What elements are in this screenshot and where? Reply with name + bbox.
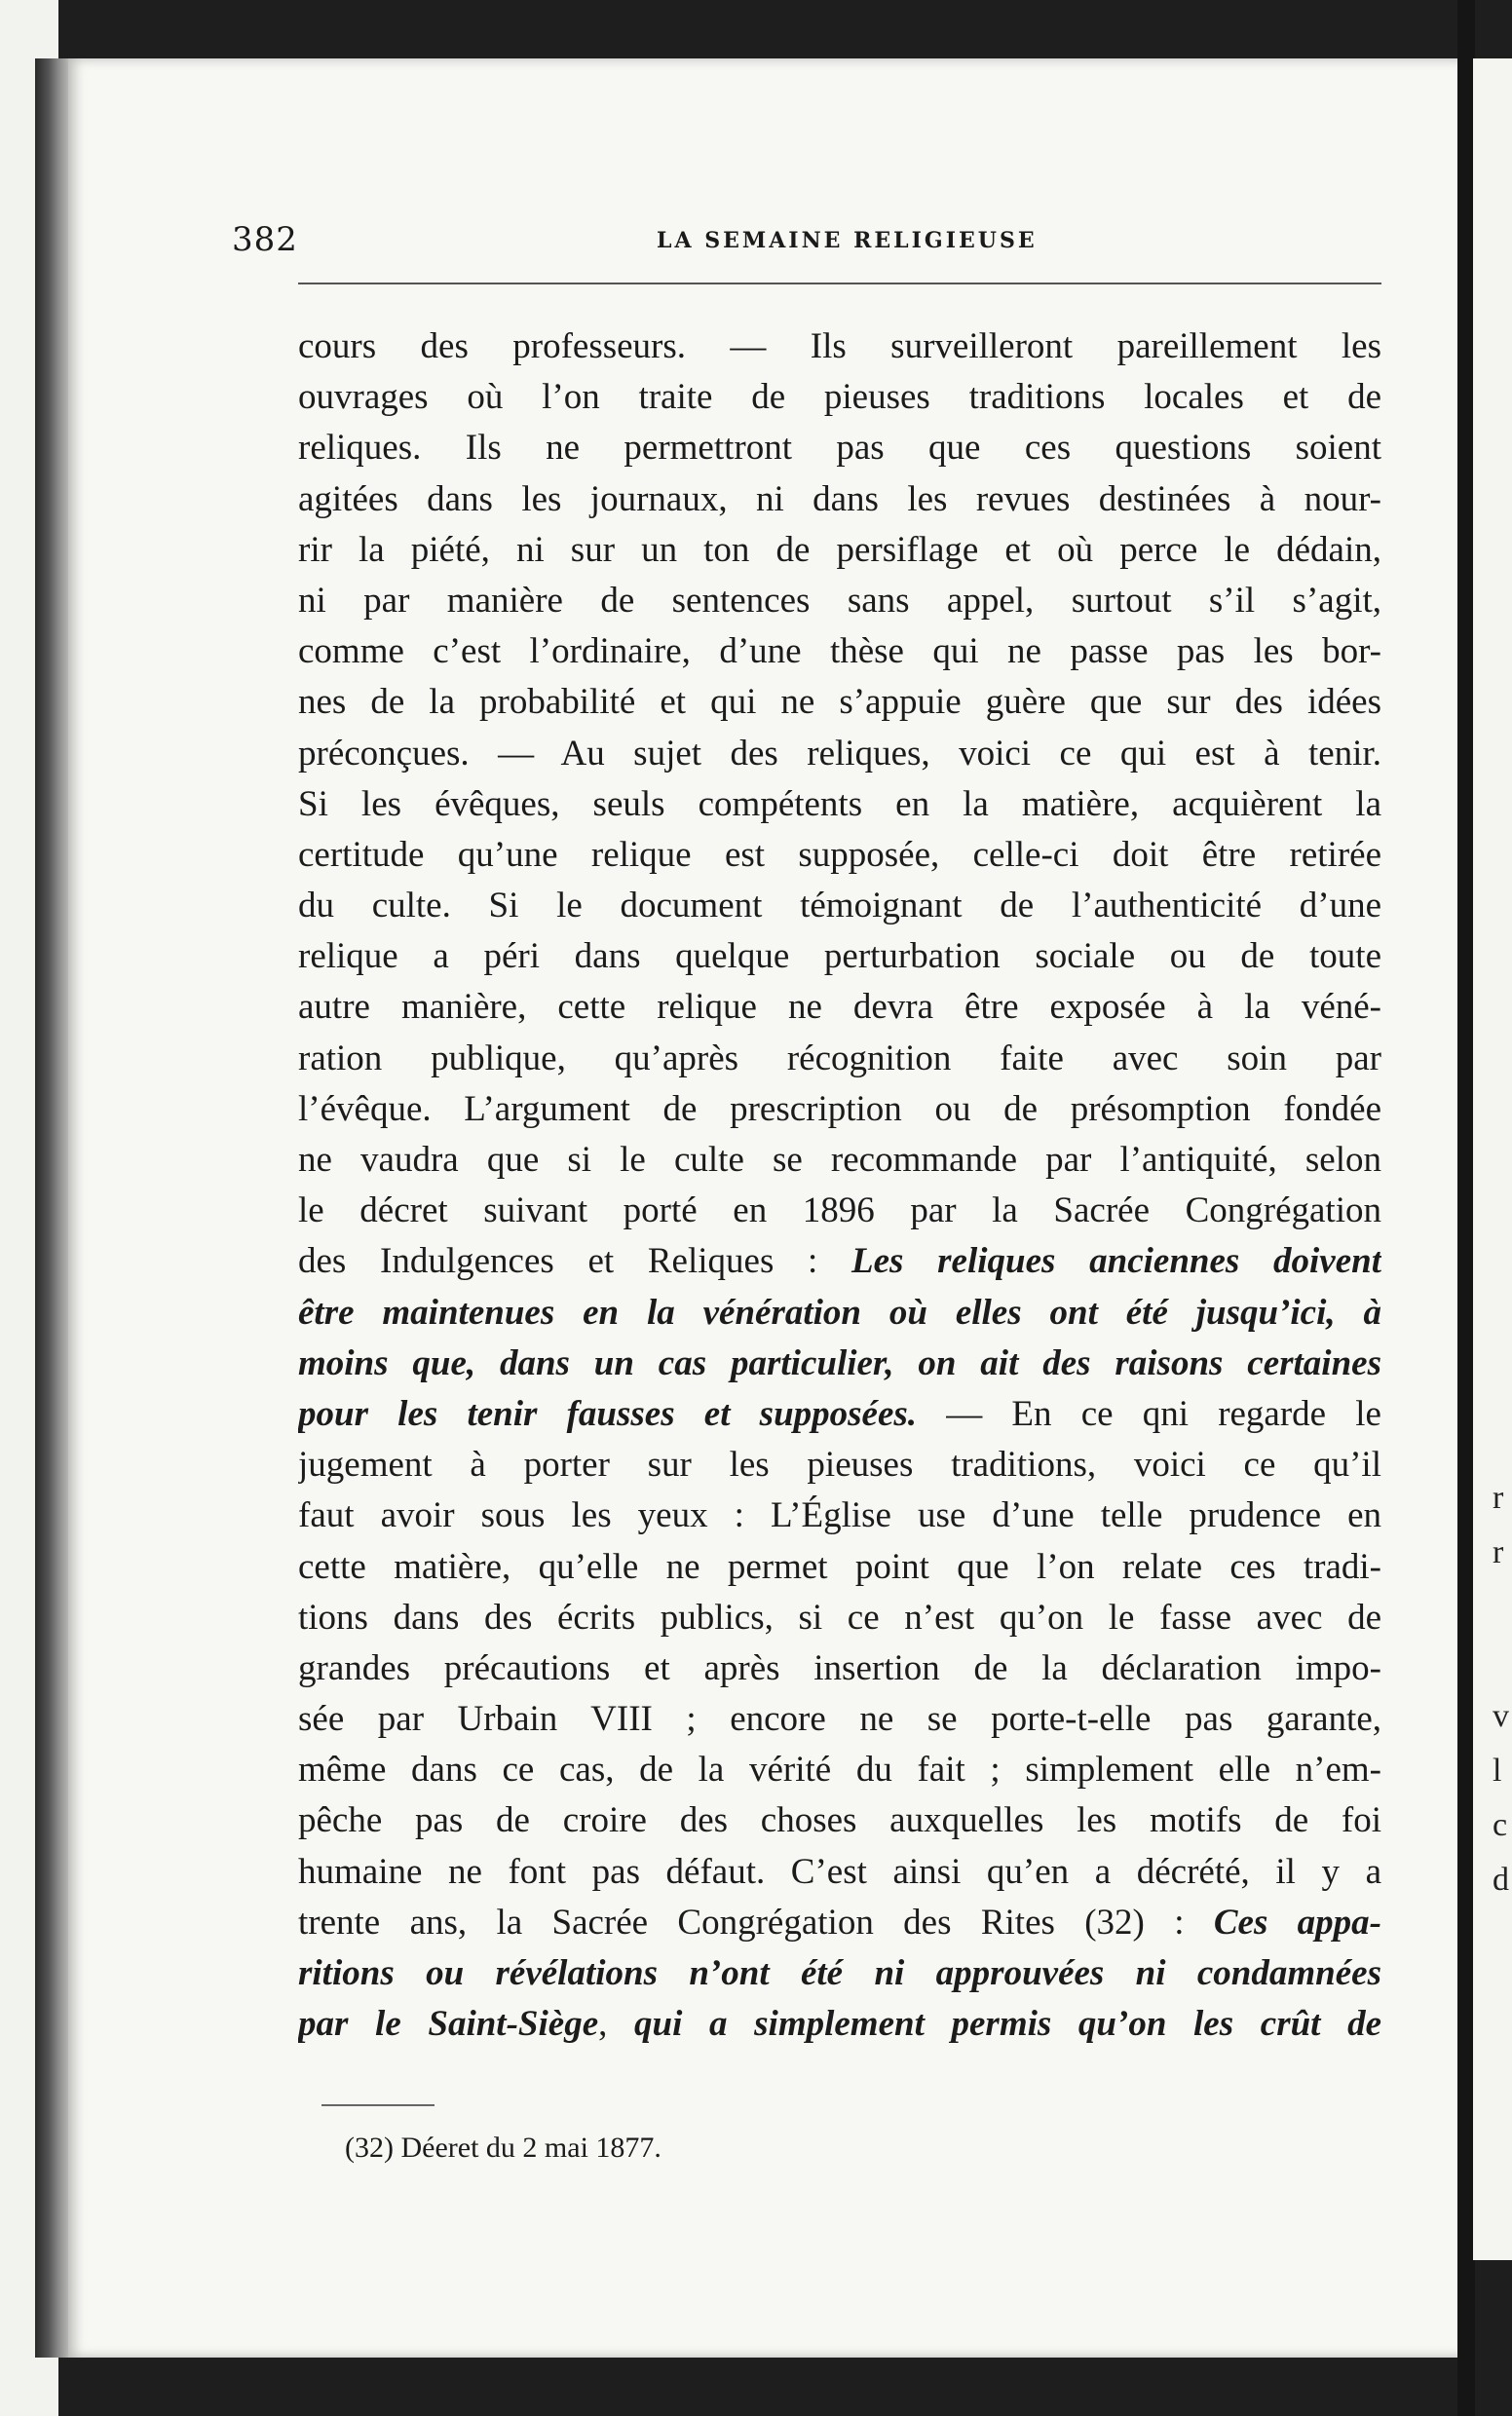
- line-text: faut avoir sous les yeux : L’Église use d’une telle prudence en: [298, 1495, 1381, 1536]
- line-text: jugement à porter sur les pieuses traditions, voici ce qu’il: [298, 1445, 1381, 1486]
- line-text: tions dans des écrits publics, si ce n’est qu’on le fasse avec de: [298, 1597, 1381, 1638]
- page-number: 382: [232, 220, 298, 259]
- footnote-rule: [321, 2104, 435, 2106]
- text-line: [298, 1643, 1381, 1694]
- text-line: [298, 677, 1381, 728]
- text-line: [298, 1288, 1381, 1339]
- italic-text: être maintenues en la vénération où elles ont été jusqu’ici, à: [298, 1292, 1381, 1333]
- page-header: [232, 220, 1381, 269]
- line-text: grandes précautions et après insertion de la déclaration impo-: [298, 1647, 1381, 1688]
- header-rule: [298, 283, 1381, 284]
- text-line: [298, 1186, 1381, 1236]
- line-text: sée par Urbain VIII ; encore ne se porte-t-elle pas garante,: [298, 1699, 1381, 1740]
- text-line: [298, 1084, 1381, 1135]
- line-text: reliques. Ils ne permettront pas que ces questions soient: [298, 428, 1381, 469]
- text-line: [298, 1491, 1381, 1541]
- line-text: — En ce qni regarde le: [917, 1393, 1381, 1434]
- line-text: ouvrages où l’on traite de pieuses traditions locales et de: [298, 377, 1381, 418]
- text-line: [298, 1745, 1381, 1795]
- text-line: [298, 1542, 1381, 1593]
- adjacent-page: [1473, 58, 1512, 2260]
- adjacent-letter: c: [1493, 1807, 1508, 1843]
- line-text: cours des professeurs. — Ils surveilleront pareillement les: [298, 326, 1381, 366]
- text-line: [298, 779, 1381, 830]
- line-text: pêche pas de croire des choses auxquelles les motifs de foi: [298, 1800, 1381, 1841]
- line-text: nes de la probabilité et qui ne s’appuie guère que sur des idées: [298, 682, 1381, 723]
- body-text: [298, 321, 1381, 2050]
- text-line: [298, 1339, 1381, 1389]
- text-line: [298, 423, 1381, 473]
- text-line: [298, 1236, 1381, 1287]
- text-line: [298, 729, 1381, 779]
- adjacent-letter: [1493, 1580, 1512, 1635]
- text-line: [298, 525, 1381, 576]
- text-line: [298, 321, 1381, 372]
- text-line: [298, 982, 1381, 1033]
- line-text: agitées dans les journaux, ni dans les revues destinées à nour-: [298, 478, 1381, 519]
- adjacent-letter: d: [1493, 1862, 1509, 1898]
- text-line: [298, 1389, 1381, 1440]
- running-title: LA SEMAINE RELIGIEUSE: [657, 228, 1038, 253]
- text-line: [298, 1135, 1381, 1186]
- adjacent-page-text: [1493, 1471, 1512, 1907]
- text-line: [298, 1847, 1381, 1898]
- line-text: cette matière, qu’elle ne permet point que l’on relate ces tradi-: [298, 1546, 1381, 1587]
- line-text: autre manière, cette relique ne devra être exposée à la véné-: [298, 987, 1381, 1028]
- line-text: ni par manière de sentences sans appel, surtout s’il s’agit,: [298, 580, 1381, 621]
- line-text: préconçues. — Au sujet des reliques, voici ce qui est à tenir.: [298, 733, 1381, 774]
- line-text: le décret suivant porté en 1896 par la Sacrée Congrégation: [298, 1190, 1381, 1231]
- text-line: [298, 881, 1381, 931]
- text-line: [298, 626, 1381, 677]
- text-line: [298, 372, 1381, 423]
- text-line: [298, 1440, 1381, 1491]
- text-line: [298, 1999, 1381, 2050]
- text-line: [298, 576, 1381, 626]
- adjacent-letter: v: [1493, 1698, 1509, 1734]
- line-text: ne vaudra que si le culte se recommande par l’antiquité, selon: [298, 1140, 1381, 1180]
- text-line: [298, 1593, 1381, 1643]
- line-text: ration publique, qu’après récognition faite avec soin par: [298, 1038, 1381, 1078]
- line-text: comme c’est l’ordinaire, d’une thèse qui ne passe pas les bor-: [298, 631, 1381, 672]
- adjacent-letter: [1493, 1635, 1512, 1689]
- line-text: trente ans, la Sacrée Congrégation des Rites (32) :: [298, 1902, 1214, 1943]
- line-text: ,: [598, 2004, 635, 2045]
- text-line: [298, 474, 1381, 525]
- line-text: même dans ce cas, de la vérité du fait ; simplement elle n’em-: [298, 1750, 1381, 1791]
- italic-text: moins que, dans un cas particulier, on ait des raisons certaines: [298, 1342, 1381, 1383]
- line-text: relique a péri dans quelque perturbation sociale ou de toute: [298, 936, 1381, 977]
- italic-text: Les reliques anciennes doivent: [851, 1241, 1381, 1282]
- line-text: l’évêque. L’argument de prescription ou de présomption fondée: [298, 1088, 1381, 1129]
- italic-text: par le Saint-Siège: [298, 2004, 599, 2045]
- line-text: rir la piété, ni sur un ton de persiflage et où perce le dédain,: [298, 529, 1381, 570]
- italic-text: pour les tenir fausses et supposées.: [298, 1393, 918, 1434]
- adjacent-letter: r: [1493, 1480, 1504, 1516]
- line-text: des Indulgences et Reliques :: [298, 1241, 852, 1282]
- text-line: [298, 830, 1381, 881]
- italic-text: qui a simplement permis qu’on les crût de: [634, 2004, 1381, 2045]
- line-text: Si les évêques, seuls compétents en la matière, acquièrent la: [298, 783, 1381, 824]
- adjacent-letter: l: [1493, 1753, 1502, 1789]
- text-line: [298, 931, 1381, 982]
- text-line: [298, 1898, 1381, 1948]
- text-line: [298, 1034, 1381, 1084]
- line-text: humaine ne font pas défaut. C’est ainsi qu’en a décrété, il y a: [298, 1851, 1381, 1892]
- text-line: [298, 1795, 1381, 1846]
- italic-text: Ces appa-: [1213, 1902, 1381, 1943]
- italic-text: ritions ou révélations n’ont été ni approuvées ni condamnées: [298, 1953, 1381, 1993]
- text-line: [298, 1694, 1381, 1745]
- adjacent-letter: r: [1493, 1534, 1504, 1570]
- text-line: [298, 1948, 1381, 1999]
- line-text: certitude qu’une relique est supposée, celle-ci doit être retirée: [298, 834, 1381, 875]
- line-text: du culte. Si le document témoignant de l’authenticité d’une: [298, 886, 1381, 926]
- footnote: (32) Déeret du 2 mai 1877.: [345, 2132, 662, 2164]
